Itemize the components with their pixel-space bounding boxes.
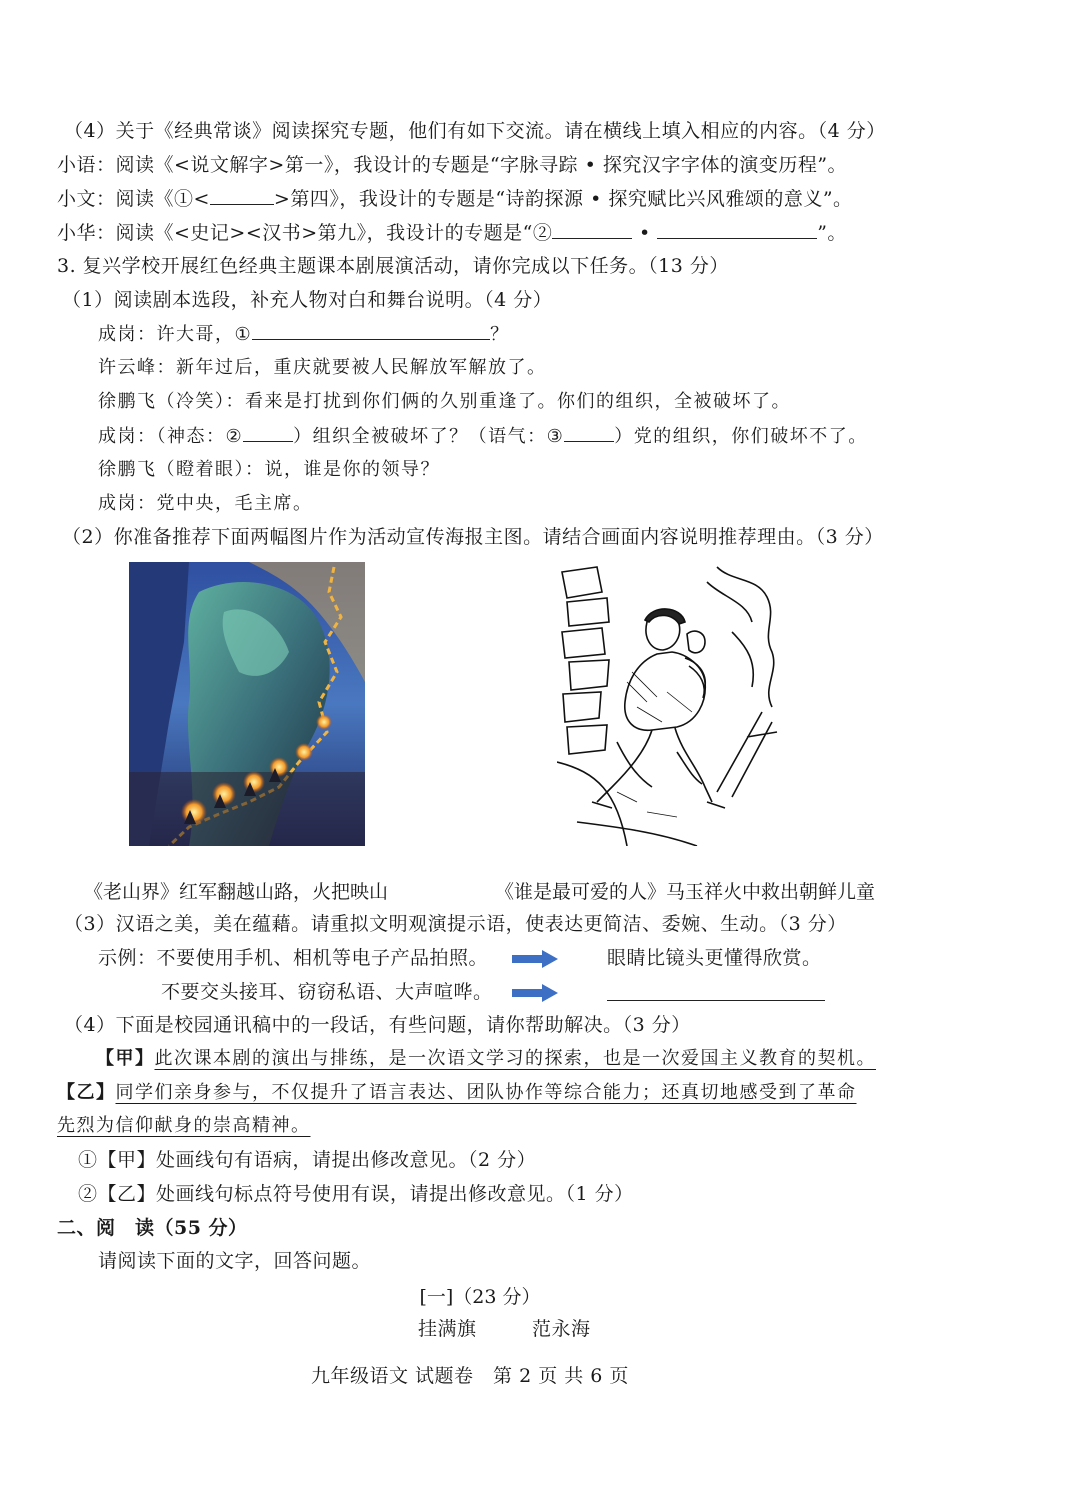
script-line-2: 许云峰：新年过后，重庆就要被人民解放军解放了。 (98, 357, 547, 378)
yi-tag: 【乙】 (57, 1082, 116, 1103)
q3-3-title: （3）汉语之美，美在蕴藉。请重拟文明观演提示语，使表达更简洁、委婉、生动。（3 分） (64, 913, 847, 935)
article-title: 挂满旗 (418, 1318, 477, 1340)
xiaowen-text-b: >第四》，我设计的专题是“诗韵探源 • 探究赋比兴风雅颂的意义”。 (273, 188, 853, 210)
answer-blank-2b[interactable] (657, 220, 817, 239)
xiaohua-text-a: 小华：阅读《<史记><汉书>第九》，我设计的专题是“② (57, 222, 553, 244)
yi-underlined-sentence-2: 先烈为信仰献身的崇高精神。 (57, 1115, 311, 1136)
answer-blank-dialogue[interactable] (252, 321, 490, 340)
answer-blank-2a[interactable] (552, 220, 632, 239)
xiaoyu-line: 小语：阅读《<说文解字>第一》，我设计的专题是“字脉寻踪 • 探究汉字字体的演变历程”。 (57, 154, 848, 176)
q3-2-title: （2）你准备推荐下面两幅图片作为活动宣传海报主图。请结合画面内容说明推荐理由。（3 分） (62, 526, 884, 548)
page-footer: 九年级语文 试题卷 第 2 页 共 6 页 (311, 1365, 629, 1387)
laoshanjie-painting (129, 562, 365, 846)
script-line-1-text: 成岗：许大哥，① (98, 324, 253, 345)
script-line-3: 徐鹏飞（冷笑）：看来是打扰到你们俩的久别重逢了。你们的组织，全被破坏了。 (98, 391, 791, 412)
script-line-1 (98, 321, 510, 348)
script-line-4 (98, 423, 868, 450)
script-line-4-text-c: ）党的组织，你们破坏不了。 (614, 426, 868, 447)
caption-zui-ke-ai-de-ren: 《谁是最可爱的人》马玉祥火中救出朝鲜儿童 (495, 881, 876, 903)
soldier-rescue-drawing (557, 562, 783, 846)
answer-blank-1[interactable] (210, 186, 274, 205)
q3-4-sub1: ①【甲】处画线句有语病，请提出修改意见。（2 分） (78, 1149, 537, 1171)
script-line-5: 徐鹏飞（瞪着眼）：说，谁是你的领导？ (98, 459, 440, 480)
q3-4-sub2: ②【乙】处画线句标点符号使用有误，请提出修改意见。（1 分） (78, 1183, 634, 1205)
script-line-4-text-b: ）组织全被破坏了？（语气：③ (293, 426, 565, 447)
example-original: 示例：不要使用手机、相机等电子产品拍照。 (98, 947, 489, 969)
arrow-icon (512, 984, 558, 1002)
script-line-4-text-a: 成岗：（神态：② (98, 426, 244, 447)
answer-blank-tone[interactable] (564, 423, 614, 442)
script-line-6: 成岗：党中央，毛主席。 (98, 493, 313, 514)
arrow-icon (512, 950, 558, 968)
yi-line-2 (57, 1113, 311, 1139)
q3-4-title: （4）下面是校园通讯稿中的一段话，有些问题，请你帮助解决。（3 分） (64, 1014, 691, 1036)
example-line (98, 945, 488, 971)
answer-blank-expression[interactable] (243, 423, 293, 442)
xiaohua-dot: • (632, 222, 658, 244)
caption-laoshanjie: 《老山界》红军翻越山路，火把映山 (84, 881, 389, 903)
example-rewrite: 眼睛比镜头更懂得欣赏。 (607, 947, 822, 969)
answer-blank-rewrite[interactable] (607, 1000, 825, 1001)
q3-title: 3. 复兴学校开展红色经典主题课本剧展演活动，请你完成以下任务。（13 分） (57, 255, 729, 277)
yi-underlined-sentence-1: 同学们亲身参与，不仅提升了语言表达、团队协作等综合能力；还真切地感受到了革命 (115, 1082, 857, 1103)
xiaowen-line (57, 186, 853, 212)
jia-underlined-sentence: 此次课本剧的演出与排练，是一次语文学习的探索，也是一次爱国主义教育的契机。 (154, 1048, 876, 1069)
jia-line (96, 1046, 876, 1072)
section-heading: [一]（23 分） (419, 1286, 541, 1308)
q2-4-title: （4）关于《经典常谈》阅读探究专题，他们有如下交流。请在横线上填入相应的内容。（4 分） (64, 120, 886, 142)
part2-heading: 二、阅 读（55 分） (57, 1217, 248, 1239)
yi-line-1 (57, 1080, 857, 1106)
q3-1-title: （1）阅读剧本选段，补充人物对白和舞台说明。（4 分） (62, 289, 553, 311)
xiaowen-text-a: 小文：阅读《①< (57, 188, 210, 210)
article-author: 范永海 (532, 1318, 591, 1340)
xiaohua-text-end: ”。 (817, 222, 847, 244)
script-line-1-end: ？ (490, 324, 510, 345)
xiaohua-line (57, 220, 847, 246)
jia-tag: 【甲】 (96, 1048, 155, 1069)
part2-intro: 请阅读下面的文字，回答问题。 (98, 1250, 372, 1272)
task-original: 不要交头接耳、窃窃私语、大声喧哗。 (161, 981, 493, 1003)
